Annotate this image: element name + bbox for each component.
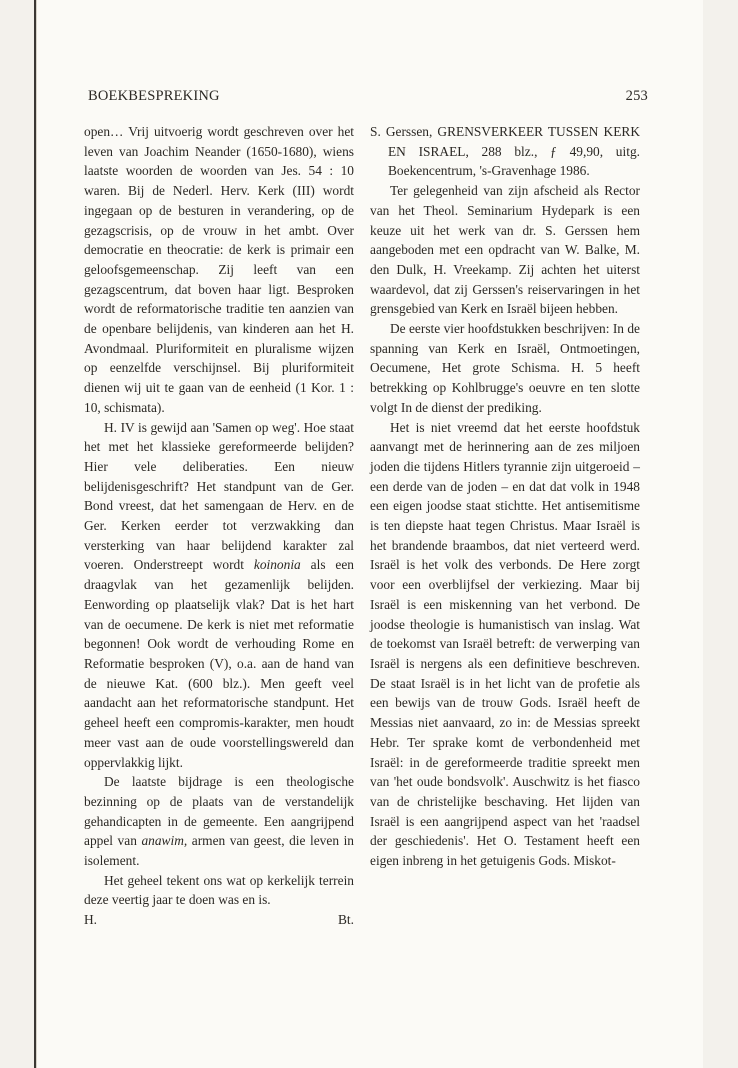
paragraph: Ter gelegenheid van zijn afscheid als Rector van het Theol. Seminarium Hydepark is een keuze uit het werk van dr. S. Gerssen hem aangeboden met een opdracht van W. Balke, M. den Dulk, H. Vreekamp. Zij achten het uiterst waardevol, dat zij Gerssen's reiservaringen in het grensgebied van Kerk en Israël bijeen hebben. — [370, 183, 640, 317]
right-column — [370, 122, 640, 871]
signature-initial-left: H. — [84, 912, 98, 928]
section-title: BOEKBESPREKING — [88, 88, 220, 104]
signature-initial-right: Bt. — [338, 912, 354, 928]
left-column — [84, 122, 354, 930]
paragraph: De eerste vier hoofdstukken beschrijven: In de spanning van Kerk en Israël, Ontmoetingen, Oecumene, Het grote Schisma. H. 5 heeft betrekking op Kohlbrugge's oeuvre en ten slotte volgt In de dienst der prediking. — [370, 321, 640, 415]
text-run: H. IV is gewijd aan 'Samen op weg'. Hoe staat het met het klassieke gereformeerde belijden? Hier vele deliberaties. Een nieuw belijdenisgeschrift? Het standpunt van de Ger. Bond vreest, dat het samengaan de Herv. en de Ger. Kerken eerder tot verzwakking dan versterking van haar belijdend karakter zal voeren. Onderstreept wordt — [84, 419, 354, 573]
italic-term: anawim, — [141, 833, 188, 849]
italic-term: koinonia — [253, 557, 301, 573]
book-reference: S. Gerssen, GRENSVERKEER TUSSEN KERK EN ISRAEL, 288 blz., ƒ 49,90, uitg. Boekencentrum, 's-Gravenhage 1986. — [370, 124, 640, 179]
paragraph — [84, 418, 354, 773]
page-number: 253 — [625, 88, 648, 104]
paragraph: Het geheel tekent ons wat op kerkelijk terrein deze veertig jaar te doen was en is. — [84, 872, 354, 908]
paragraph: open… Vrij uitvoerig wordt geschreven over het leven van Joachim Neander (1650-1680), wiens laatste woorden de woorden van Jes. 54 : 10 waren. Bij de Nederl. Herv. Kerk (III) wordt ingegaan op de besturen in verandering, op de gezagscrisis, op de vrouw in het ambt. Over democratie en theocratie: de kerk is primair een geloofsgemeenschap. Zij leeft van een gezagscentrum, dat boven haar ligt. Besproken wordt de reformatorische traditie ten aanzien van de openbare belijdenis, van kinderen aan het H. Avondmaal. Pluriformiteit en pluralisme wijzen op eenzelfde verschijnsel. Bij pluriformiteit dienen wij uit te gaan van de eenheid (1 Kor. 1 : 10, schismata). — [84, 124, 354, 415]
paragraph — [84, 772, 354, 871]
text-run: armen van geest, die leven in isolement. — [84, 833, 354, 869]
text-run: als een draagvlak van het gezamenlijk belijden. Eenwording op plaatselijk vlak? Dat is het hart van de oecumene. De kerk is niet met reformatie begonnen! Ook wordt de verhouding Rome en Reformatie besproken (V), o.a. aan de hand van de nieuwe Kat. (600 blz.). Men geeft veel aandacht aan het reformatorische standpunt. Het geheel heeft een compromis-karakter, men houdt meer vast aan de oude voorstellingswereld dan oppervlakkig lijkt. — [84, 557, 355, 770]
reviewer-signature — [84, 910, 354, 930]
paragraph: Het is niet vreemd dat het eerste hoofdstuk aanvangt met de herinnering aan de zes miljoen joden die tijdens Hitlers tyrannie zijn uitgeroeid – een derde van de joden – en dat dat volk in 1948 een eigen joodse staat stichtte. Het antisemitisme is ten diepste haat tegen Christus. Maar Israël is het brandende braambos, dat niet verteerd werd. Israël is het volk des verbonds. De Here zorgt voor een overblijfsel der verkiezing. Maar bij Israël is een miskenning van het verbond. De joodse theologie is humanistisch van inslag. Wat de toekomst van Israël betreft: de verwerping van Israël is nergens als een definitieve beschreven. De staat Israël is in het licht van de profetie als een bewijs van de trouw Gods. Israël heeft de Messias niet aanvaard, zo in: de Messias spreekt Hebr. Ter sprake komt de verbondenheid met Israël: in de gereformeerde traditie spreekt men van 'het oude bondsvolk'. Auschwitz is het fiasco van de christelijke beschaving. Het lijden van Israël is een aangrijpend aspect van het 'raadsel der geschiedenis'. Het O. Testament heeft een eigen inbreng in het getuigenis Gods. Miskot- — [370, 419, 640, 869]
text-run: De laatste bijdrage is een theologische bezinning op de plaats van de verstandelijk gehandicapten in de gemeente. Een aangrijpend appel van — [84, 774, 354, 849]
